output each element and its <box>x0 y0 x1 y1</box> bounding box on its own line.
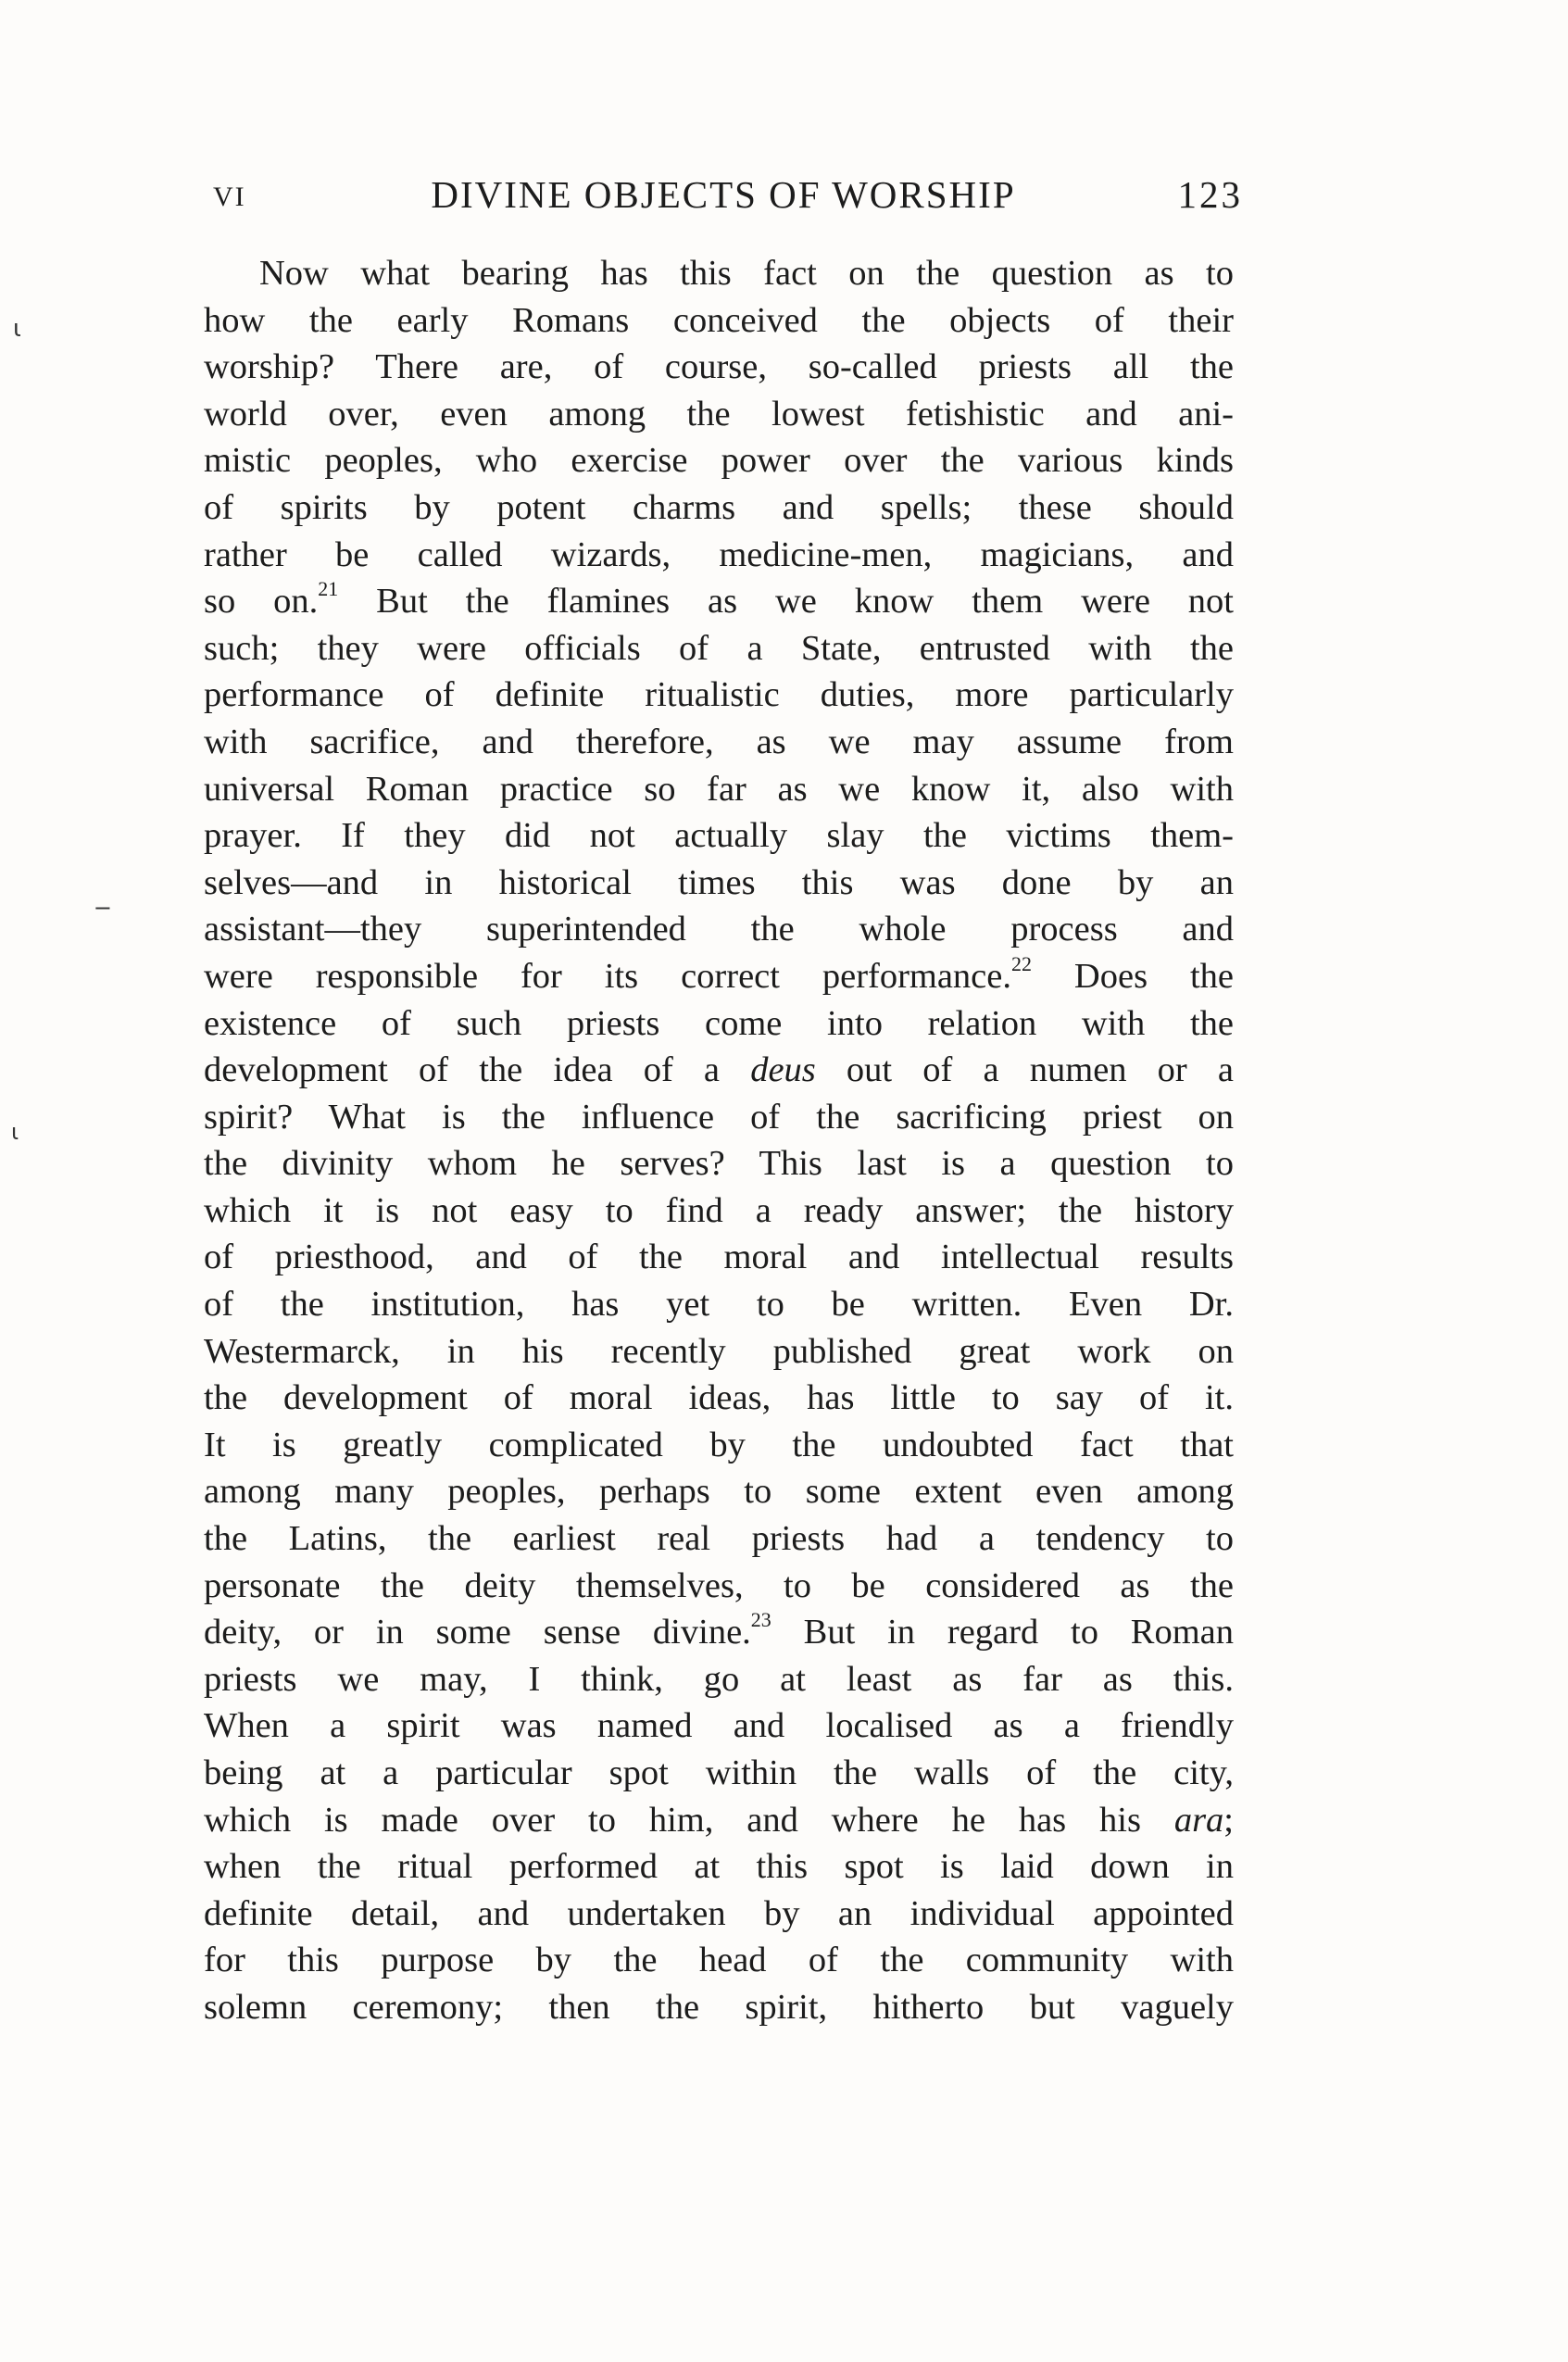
text-segment: But the flamines as we know them were not <box>376 582 1234 622</box>
footnote-ref-21[interactable]: 21 <box>318 577 339 601</box>
text-line: Westermarck, in his recently published great work on <box>204 1331 1234 1371</box>
text-segment: development of the idea of a <box>204 1050 721 1090</box>
text-line: such; they were officials of a State, entrusted with the <box>204 628 1234 668</box>
text-segment: were responsible for its correct performance. <box>204 956 1011 996</box>
italic-word: deus <box>750 1050 816 1090</box>
italic-word: ara <box>1173 1800 1224 1840</box>
text-line: universal Roman practice so far as we know it, also with <box>204 769 1234 809</box>
text-line <box>204 1797 1234 1844</box>
text-line: Now what bearing has this fact on the question as to <box>259 254 1234 293</box>
text-line: performance of definite ritualistic duties, more particularly <box>204 675 1234 715</box>
footnote-ref-23[interactable]: 23 <box>750 1608 771 1632</box>
text-line: rather be called wizards, medicine-men, magicians, and <box>204 534 1234 574</box>
text-line: existence of such priests come into relation with the <box>204 1003 1234 1043</box>
margin-speck: ɩ <box>11 1119 19 1145</box>
text-line: worship? There are, of course, so-called priests all the <box>204 347 1234 387</box>
text-line: of the institution, has yet to be written. Even Dr. <box>204 1285 1234 1325</box>
text-line: the divinity whom he serves? This last is a question to <box>204 1144 1234 1184</box>
text-line <box>204 953 1234 1000</box>
text-line: world over, even among the lowest fetishistic and ani- <box>204 394 1234 433</box>
text-line <box>204 1047 1234 1094</box>
text-line: personate the deity themselves, to be considered as the <box>204 1565 1234 1605</box>
text-line: of spirits by potent charms and spells; these should <box>204 487 1234 527</box>
text-segment: which is made over to him, and where he has his <box>204 1800 1141 1840</box>
text-line: for this purpose by the head of the community with <box>204 1941 1234 1980</box>
text-line: When a spirit was named and localised as a friendly <box>204 1706 1234 1746</box>
text-segment: so on. <box>204 582 319 622</box>
text-line <box>204 578 1234 625</box>
text-line: how the early Romans conceived the objects of their <box>204 300 1234 340</box>
footnote-ref-22[interactable]: 22 <box>1011 952 1032 976</box>
page-number: 123 <box>1177 173 1243 216</box>
text-line: among many peoples, perhaps to some extent even among <box>204 1472 1234 1512</box>
text-line: It is greatly complicated by the undoubted fact that <box>204 1425 1234 1464</box>
text-line: definite detail, and undertaken by an individual appointed <box>204 1893 1234 1933</box>
body-text <box>204 250 1234 2031</box>
text-segment: But in regard to Roman <box>803 1613 1235 1652</box>
text-line: being at a particular spot within the walls of the city, <box>204 1753 1234 1792</box>
text-segment: out of a numen or a <box>846 1050 1234 1090</box>
text-line: priests we may, I think, go at least as far as this. <box>204 1659 1234 1699</box>
text-segment: deity, or in some sense divine. <box>204 1613 751 1652</box>
margin-dash: ‒ <box>94 891 111 922</box>
text-line: mistic peoples, who exercise power over the various kinds <box>204 441 1234 481</box>
text-segment: ; <box>1223 1800 1234 1840</box>
text-line: when the ritual performed at this spot is laid down in <box>204 1847 1234 1887</box>
text-line: which it is not easy to find a ready answer; the history <box>204 1190 1234 1230</box>
running-title: DIVINE OBJECTS OF WORSHIP <box>431 173 1016 216</box>
text-line: with sacrifice, and therefore, as we may assume from <box>204 722 1234 761</box>
text-line: of priesthood, and of the moral and intellectual results <box>204 1238 1234 1277</box>
text-line: the Latins, the earliest real priests had a tendency to <box>204 1519 1234 1559</box>
text-segment: Does the <box>1073 956 1234 996</box>
text-line <box>204 1609 1234 1656</box>
running-header <box>204 172 1243 228</box>
text-line: solemn ceremony; then the spirit, hitherto but vaguely <box>204 1987 1234 2027</box>
text-line: prayer. If they did not actually slay the victims them- <box>204 816 1234 856</box>
text-line: assistant—they superintended the whole process and <box>204 910 1234 949</box>
margin-speck: ɩ <box>13 315 21 343</box>
text-line: selves—and in historical times this was done by an <box>204 862 1234 902</box>
text-line: spirit? What is the influence of the sacrificing priest on <box>204 1097 1234 1137</box>
chapter-number: VI <box>213 182 246 212</box>
text-line: the development of moral ideas, has little to say of it. <box>204 1378 1234 1418</box>
